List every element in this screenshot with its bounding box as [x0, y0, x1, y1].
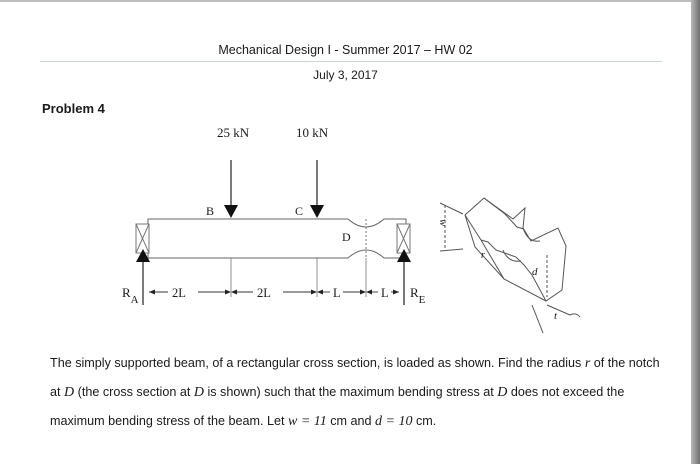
- scan-edge: [691, 0, 700, 464]
- document-title: Mechanical Design I - Summer 2017 – HW 02: [218, 43, 473, 57]
- document-date: July 3, 2017: [313, 68, 378, 82]
- header-rule: [40, 61, 662, 62]
- span-ab-label: 2L: [172, 286, 186, 300]
- span-bc-label: 2L: [257, 286, 271, 300]
- math-r: r: [584, 356, 591, 371]
- load-b-label: 25 kN: [217, 125, 250, 140]
- section-w-label: w: [437, 219, 449, 227]
- support-e: [397, 224, 410, 253]
- section-r-label: r: [481, 250, 485, 261]
- math-d1: D: [64, 385, 75, 400]
- text-p3: (the cross section at: [74, 385, 194, 399]
- text-p2: of the notch at: [50, 356, 660, 399]
- text-p1: The simply supported beam, of a rectangular cross section, is loaded as shown. Find the radius: [50, 356, 585, 370]
- math-d2: D: [193, 385, 204, 400]
- load-arrow-c: [310, 160, 324, 218]
- beam-body: [148, 219, 406, 258]
- reaction-a-label: $R_A$: [122, 285, 139, 306]
- problem-label: Problem 4: [42, 101, 105, 116]
- point-c-label: C: [295, 204, 304, 218]
- section-t-label: t: [554, 310, 558, 322]
- extension-lines: [231, 258, 366, 297]
- text-p7: cm.: [412, 414, 437, 428]
- text-p4: is shown) such that the maximum bending stress at: [203, 385, 498, 399]
- point-d-label: D: [342, 230, 351, 244]
- reaction-e-label: $R_E$: [410, 285, 426, 306]
- math-d3: D: [497, 385, 508, 400]
- text-p6: cm and: [326, 414, 376, 428]
- text-p5: does not exceed the maximum bending stress of the beam. Let: [50, 385, 625, 428]
- cross-section-sketch: [440, 198, 580, 333]
- span-de-label: L: [381, 286, 389, 300]
- problem-statement: [50, 349, 670, 436]
- load-arrow-b: [224, 160, 238, 218]
- load-c-label: 10 kN: [296, 125, 329, 140]
- point-b-label: B: [206, 204, 215, 218]
- top-border: [0, 0, 691, 2]
- math-w-eq: w = 11: [288, 414, 327, 429]
- span-cd-label: L: [333, 286, 341, 300]
- beam-figure: [100, 115, 600, 345]
- math-d-eq: d = 10: [375, 414, 413, 429]
- support-a: [136, 224, 149, 253]
- dimension-arrowheads: [149, 290, 399, 295]
- beam-diagram: [100, 115, 600, 340]
- section-d-label: d: [532, 266, 538, 278]
